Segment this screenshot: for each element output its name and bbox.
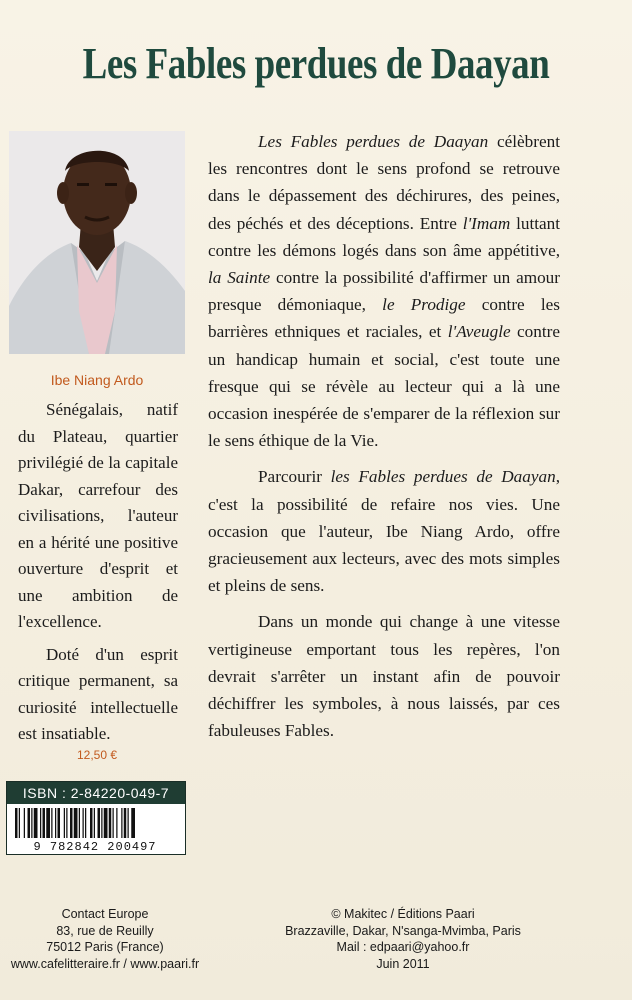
- synopsis-text: contre un handicap humain et social, c'est toute une fresque qui se révèle au lecteur qui a là une occasion inespérée de s'emparer de la réflexion sur le sens éthique de la Vie.: [208, 322, 560, 451]
- synopsis-text: luttant contre les démons logés dans son âme appétitive,: [208, 213, 560, 260]
- barcode-bar: [121, 808, 122, 838]
- contact-websites: www.cafelitteraire.fr / www.paari.fr: [10, 956, 200, 971]
- barcode-bar: [85, 808, 86, 838]
- author-bio: [18, 397, 178, 754]
- synopsis-text: , c'est la possibilité de refaire nos vies. Une occasion que l'auteur, Ibe Niang Ardo, offre gracieusement aux lecteurs, avec des mots simples et pleins de sens.: [208, 467, 560, 596]
- synopsis-paragraph-1: [208, 128, 560, 454]
- publisher-info: [258, 906, 548, 972]
- author-portrait-icon: [9, 131, 185, 354]
- barcode-bar: [55, 808, 56, 838]
- book-title-mention: Les Fables perdues de Daayan: [258, 132, 489, 151]
- author-name: Ibe Niang Ardo: [50, 372, 144, 388]
- publisher-locations: Brazzaville, Dakar, N'sanga-Mvimba, Paris: [285, 923, 521, 938]
- barcode-bar: [131, 808, 135, 838]
- synopsis-text: contre la possibilité d'affirmer un amour presque démoniaque,: [208, 268, 560, 315]
- barcode-bar: [70, 808, 73, 838]
- synopsis-text: contre les barrières ethniques et raciales, et: [208, 295, 560, 342]
- barcode-bar: [98, 808, 101, 838]
- barcode-bar: [90, 808, 93, 838]
- contact-city: 75012 Paris (France): [46, 940, 164, 954]
- book-title: Les Fables perdues de Daayan: [82, 39, 550, 88]
- price-label: 12,50 €: [76, 748, 118, 762]
- fable-sainte: la Sainte: [208, 268, 271, 288]
- barcode-bar: [34, 808, 38, 838]
- bio-paragraph: Doté d'un esprit critique permanent, sa curiosité intellectuelle est insatiable.: [18, 644, 178, 743]
- barcode-bar: [28, 808, 31, 838]
- publication-date: Juin 2011: [376, 956, 430, 971]
- author-photo: [9, 131, 185, 354]
- synopsis: [208, 128, 560, 753]
- isbn-label: ISBN : 2-84220-049-7: [7, 782, 185, 804]
- publisher-email: Mail : edpaari@yahoo.fr: [336, 940, 470, 954]
- synopsis-text: Parcourir: [258, 467, 331, 487]
- barcode-bar: [116, 808, 117, 838]
- contact-europe: [0, 906, 210, 972]
- book-title-mention: les Fables perdues de Daayan: [330, 467, 556, 487]
- barcode-bar: [43, 808, 46, 838]
- barcode-bar: [15, 808, 18, 838]
- fable-imam: l'Imam: [462, 213, 511, 233]
- barcode-bar: [58, 808, 61, 838]
- fable-aveugle: l'Aveugle: [447, 322, 511, 342]
- synopsis-paragraph-3: Dans un monde qui change à une vitesse vertigineuse emportant tous les repères, l'on devrait s'arrêter un instant afin de pouvoir déchiffrer les symboles, à nous laissés, par ces fabuleuses Fables.: [208, 612, 560, 741]
- fable-prodige: le Prodige: [382, 295, 466, 315]
- contact-heading: Contact Europe: [61, 907, 149, 921]
- barcode-bar: [113, 808, 114, 838]
- synopsis-paragraph-2: [208, 463, 560, 599]
- barcode-bar: [40, 808, 41, 838]
- barcode-bar: [74, 808, 78, 838]
- contact-street: 83, rue de Reuilly: [56, 923, 154, 938]
- barcode-bar: [109, 808, 112, 838]
- barcode-bar: [31, 808, 32, 838]
- barcode-bar: [79, 808, 80, 838]
- barcode-bar: [24, 808, 25, 838]
- barcode-bar: [64, 808, 65, 838]
- barcode-bar: [104, 808, 108, 838]
- barcode-digits: 9 782842 200497: [33, 840, 157, 852]
- barcode-bar: [124, 808, 127, 838]
- bio-paragraph: Sénégalais, natif du Plateau, quartier privilégié de la capitale Dakar, carrefour des civilisations, l'auteur en a hérité une positive ouverture d'esprit et une ambition de l'excellence.: [18, 400, 178, 631]
- barcode-bar: [51, 808, 52, 838]
- isbn-block: [6, 781, 186, 855]
- barcode-bar: [46, 808, 50, 838]
- barcode-bar: [66, 808, 67, 838]
- synopsis-text: célèbrent les rencontres dont le sens profond se retrouve dans le dépassement des déchirures, des peines, des péchés et des déceptions. Entre: [208, 132, 560, 233]
- barcode-bar: [19, 808, 20, 838]
- barcode-icon: [9, 806, 181, 852]
- publisher-copyright: © Makitec / Éditions Paari: [331, 907, 475, 921]
- barcode-bar: [94, 808, 95, 838]
- barcode-bar: [83, 808, 84, 838]
- barcode-bar: [101, 808, 102, 838]
- barcode-bar: [128, 808, 129, 838]
